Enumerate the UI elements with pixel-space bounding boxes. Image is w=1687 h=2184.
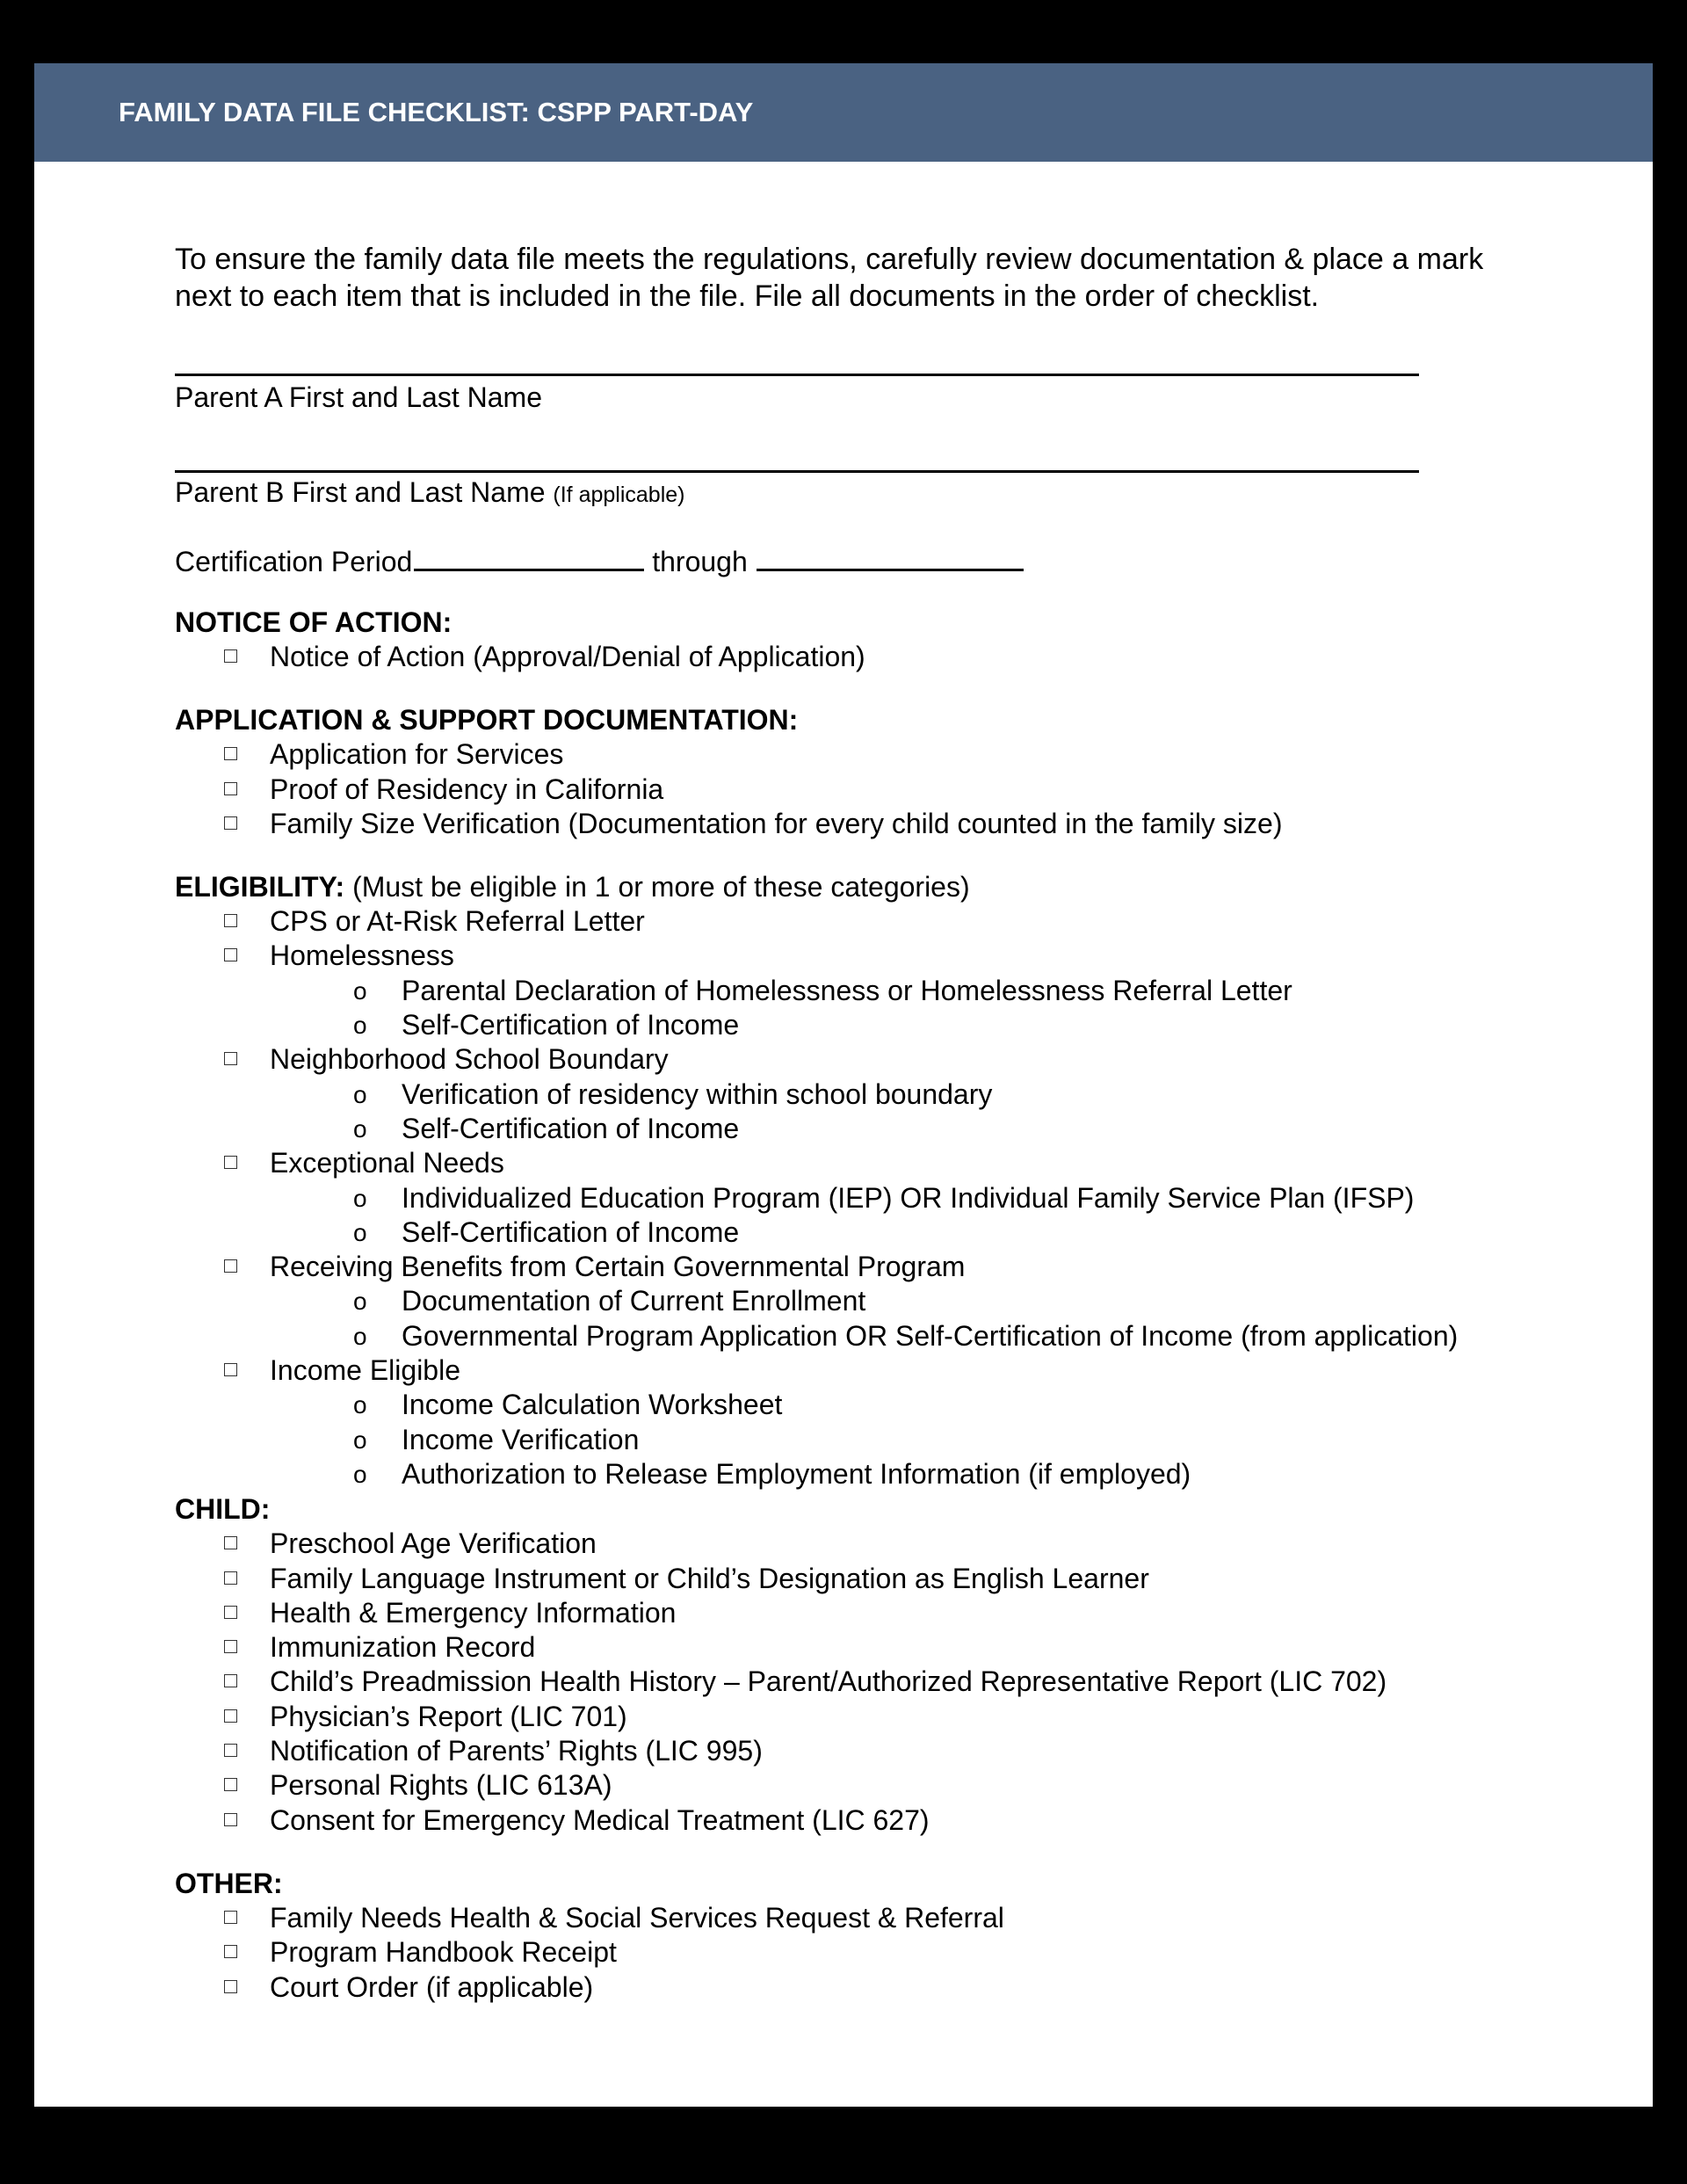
checklist-item (175, 1734, 1616, 1768)
bullet-icon: o (353, 1322, 367, 1350)
subitem-label: Documentation of Current Enrollment (402, 1285, 866, 1317)
page-title: FAMILY DATA FILE CHECKLIST: CSPP PART-DAY (119, 97, 754, 127)
checklist-item (175, 1353, 1616, 1388)
section-other (175, 1866, 1616, 2005)
checkbox[interactable] (224, 948, 237, 961)
bullet-icon: o (353, 976, 367, 1005)
checkbox[interactable] (224, 1052, 237, 1065)
section-notice-of-action (175, 605, 1616, 674)
bullet-icon: o (353, 1080, 367, 1108)
item-label: Homelessness (270, 940, 454, 972)
checklist-item (175, 1768, 1616, 1803)
item-label: Child’s Preadmission Health History – Parent/Authorized Representative Report (LIC 702) (270, 1665, 1387, 1698)
bullet-icon: o (353, 1391, 367, 1419)
cert-end-field[interactable] (757, 542, 1024, 571)
checklist-subitem (175, 1181, 1616, 1215)
section-heading: NOTICE OF ACTION: (175, 606, 453, 638)
item-label: Family Language Instrument or Child’s Designation as English Learner (270, 1562, 1149, 1594)
checklist-subitem (175, 1008, 1616, 1042)
parent-b-label-wrap (175, 476, 684, 511)
checklist-subitem (175, 1388, 1616, 1422)
checkbox[interactable] (224, 1945, 237, 1958)
checklist-item (175, 1562, 1616, 1596)
checkbox[interactable] (224, 1156, 237, 1169)
checklist-subitem (175, 1457, 1616, 1491)
checkbox[interactable] (224, 1674, 237, 1687)
subitem-label: Self-Certification of Income (402, 1112, 740, 1144)
checkbox[interactable] (224, 1640, 237, 1653)
parent-b-name-field[interactable] (175, 470, 1419, 473)
subitem-label: Authorization to Release Employment Information (if employed) (402, 1457, 1191, 1490)
subitem-label: Income Verification (402, 1423, 640, 1455)
item-label: Notification of Parents’ Rights (LIC 995) (270, 1735, 763, 1767)
checkbox[interactable] (224, 1536, 237, 1549)
item-label: Application for Services (270, 738, 564, 771)
subitem-label: Governmental Program Application OR Self-Certification of Income (from application) (402, 1319, 1459, 1352)
section-heading: CHILD: (175, 1493, 271, 1526)
bullet-icon: o (353, 1460, 367, 1488)
item-label: Family Size Verification (Documentation for every child counted in the family size) (270, 807, 1283, 839)
item-label: Income Eligible (270, 1354, 460, 1387)
checklist-item (175, 737, 1616, 772)
checklist-item (175, 1665, 1616, 1699)
bullet-icon: o (353, 1114, 367, 1143)
checklist-subitem (175, 1077, 1616, 1112)
checklist-item (175, 939, 1616, 973)
checklist-item (175, 773, 1616, 807)
subitem-label: Parental Declaration of Homelessness or Homelessness Referral Letter (402, 974, 1292, 1006)
subitem-label: Self-Certification of Income (402, 1215, 740, 1248)
header-banner (34, 63, 1653, 162)
checkbox[interactable] (224, 816, 237, 830)
checklist-item (175, 1527, 1616, 1561)
bullet-icon: o (353, 1184, 367, 1212)
checkbox[interactable] (224, 1911, 237, 1924)
checkbox[interactable] (224, 1259, 237, 1273)
checklist-subitem (175, 1284, 1616, 1318)
subitem-label: Verification of residency within school boundary (402, 1077, 993, 1110)
item-label: Court Order (if applicable) (270, 1970, 594, 2003)
document-page (34, 63, 1653, 2107)
checklist-item (175, 640, 1616, 674)
section-heading: OTHER: (175, 1867, 283, 1899)
intro-paragraph: To ensure the family data file meets the regulations, carefully review documentation & place a mark next to each item that is included in the file. File all documents in the order of checklist. (175, 243, 1484, 313)
subitem-label: Self-Certification of Income (402, 1009, 740, 1041)
certification-label: Certification Period (175, 546, 413, 577)
section-eligibility (175, 869, 1616, 1491)
checklist-item (175, 904, 1616, 939)
item-label: Consent for Emergency Medical Treatment (LIC 627) (270, 1803, 930, 1836)
item-label: Health & Emergency Information (270, 1596, 677, 1629)
parent-b-label: Parent B First and Last Name (175, 476, 546, 508)
section-heading: ELIGIBILITY: (175, 871, 345, 903)
bullet-icon: o (353, 1426, 367, 1454)
checkbox[interactable] (224, 914, 237, 927)
checkbox[interactable] (224, 1813, 237, 1826)
checklist-item (175, 1596, 1616, 1630)
checklist-subitem (175, 1319, 1616, 1353)
checkbox[interactable] (224, 1709, 237, 1723)
checkbox[interactable] (224, 782, 237, 795)
checklist (175, 605, 1616, 2005)
checklist-subitem (175, 1215, 1616, 1250)
checklist-item (175, 1146, 1616, 1180)
checklist-item (175, 1042, 1616, 1077)
checkbox[interactable] (224, 1606, 237, 1619)
checklist-item (175, 807, 1616, 841)
bullet-icon: o (353, 1012, 367, 1040)
item-label: Neighborhood School Boundary (270, 1043, 669, 1076)
checkbox[interactable] (224, 1778, 237, 1791)
section-child (175, 1491, 1616, 1838)
parent-b-note: (If applicable) (553, 483, 685, 507)
item-label: Exceptional Needs (270, 1147, 504, 1179)
bullet-icon: o (353, 1218, 367, 1246)
item-label: CPS or At-Risk Referral Letter (270, 905, 645, 938)
cert-start-field[interactable] (414, 542, 644, 571)
checkbox[interactable] (224, 649, 237, 663)
section-heading-wrap (175, 869, 1616, 904)
checklist-item (175, 1250, 1616, 1284)
section-note: (Must be eligible in 1 or more of these categories) (352, 871, 970, 903)
checklist-item (175, 1901, 1616, 1935)
parent-a-name-field[interactable] (175, 374, 1419, 376)
item-label: Personal Rights (LIC 613A) (270, 1769, 612, 1802)
checklist-subitem (175, 1112, 1616, 1146)
checkbox[interactable] (224, 1571, 237, 1585)
checklist-item (175, 1970, 1616, 2005)
subitem-label: Income Calculation Worksheet (402, 1389, 783, 1421)
certification-period (175, 542, 1024, 579)
checkbox[interactable] (224, 1363, 237, 1376)
item-label: Notice of Action (Approval/Denial of Application) (270, 641, 865, 672)
item-label: Proof of Residency in California (270, 773, 664, 805)
checklist-item (175, 1935, 1616, 1970)
subitem-label: Individualized Education Program (IEP) OR Individual Family Service Plan (IFSP) (402, 1181, 1415, 1214)
section-heading: APPLICATION & SUPPORT DOCUMENTATION: (175, 704, 799, 736)
item-label: Program Handbook Receipt (270, 1936, 617, 1969)
checklist-item (175, 1700, 1616, 1734)
through-label: through (652, 546, 748, 577)
checklist-item (175, 1803, 1616, 1838)
item-label: Preschool Age Verification (270, 1527, 597, 1560)
item-label: Family Needs Health & Social Services Request & Referral (270, 1901, 1004, 1934)
item-label: Immunization Record (270, 1631, 536, 1664)
checkbox[interactable] (224, 747, 237, 760)
checklist-item (175, 1630, 1616, 1665)
checkbox[interactable] (224, 1980, 237, 1993)
checklist-subitem (175, 1423, 1616, 1457)
checklist-subitem (175, 974, 1616, 1008)
item-label: Receiving Benefits from Certain Governmental Program (270, 1251, 966, 1283)
section-application (175, 702, 1616, 841)
bullet-icon: o (353, 1288, 367, 1316)
parent-a-label: Parent A First and Last Name (175, 381, 542, 413)
item-label: Physician’s Report (LIC 701) (270, 1700, 627, 1732)
checkbox[interactable] (224, 1744, 237, 1757)
